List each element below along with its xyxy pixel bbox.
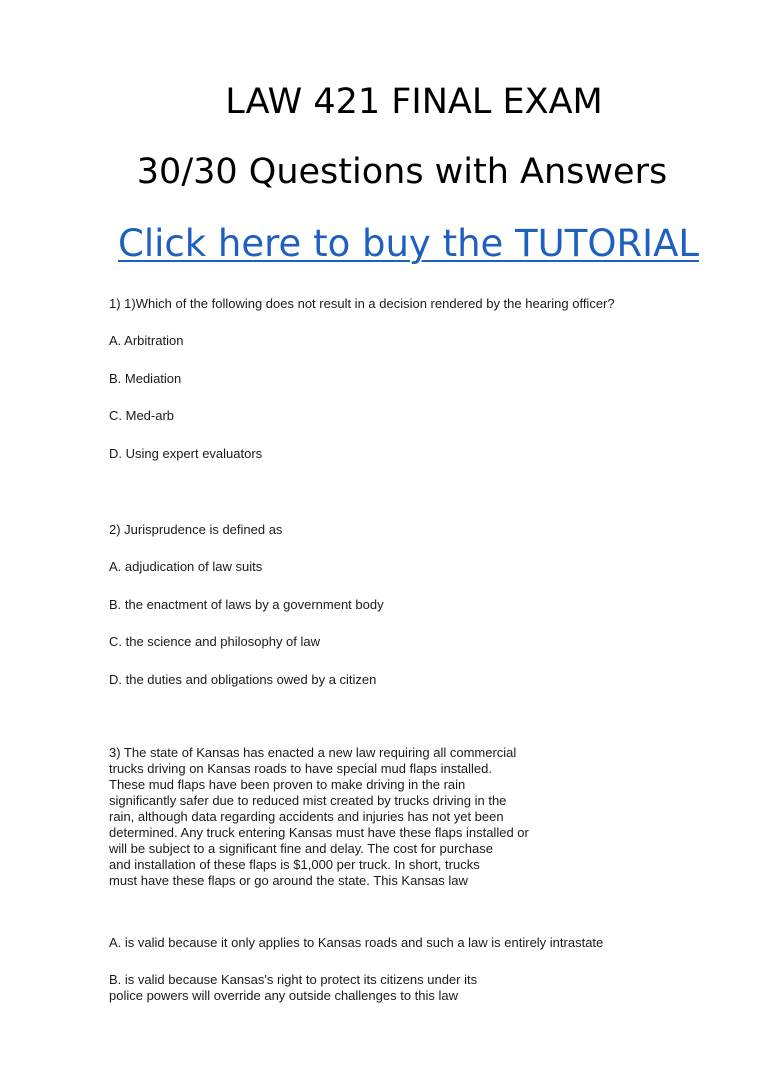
question-1-option-a: A. Arbitration — [109, 333, 184, 348]
question-1-option-b: B. Mediation — [109, 371, 182, 386]
question-3-line: trucks driving on Kansas roads to have special mud flaps installed. — [109, 761, 492, 776]
question-3-line: These mud flaps have been proven to make driving in the rain — [109, 777, 466, 792]
question-2-option-c: C. the science and philosophy of law — [109, 634, 321, 649]
question-3-option-a: A. is valid because it only applies to Kansas roads and such a law is entirely intrastate — [109, 935, 604, 950]
question-2-option-b: B. the enactment of laws by a government body — [109, 597, 384, 612]
question-3-line: rain, although data regarding accidents and injuries has not yet been — [109, 809, 504, 824]
question-3-line: and installation of these flaps is $1,000 per truck. In short, trucks — [109, 857, 480, 872]
question-3-line: 3) The state of Kansas has enacted a new law requiring all commercial — [109, 745, 517, 760]
question-1-option-d: D. Using expert evaluators — [109, 446, 263, 461]
question-1-option-c: C. Med-arb — [109, 408, 175, 423]
question-3-text — [109, 745, 529, 889]
question-3-line: determined. Any truck entering Kansas must have these flaps installed or — [109, 825, 529, 840]
question-3-option-b-line: police powers will override any outside challenges to this law — [109, 988, 459, 1003]
question-3-line: must have these flaps or go around the state. This Kansas law — [109, 873, 468, 888]
question-2-option-d: D. the duties and obligations owed by a citizen — [109, 672, 377, 687]
question-2-option-a: A. adjudication of law suits — [109, 559, 263, 574]
question-3-option-b — [109, 972, 477, 1004]
question-3-line: significantly safer due to reduced mist created by trucks driving in the — [109, 793, 507, 808]
question-2-text: 2) Jurisprudence is defined as — [109, 522, 283, 537]
question-1-text: 1) 1)Which of the following does not result in a decision rendered by the hearing officer? — [109, 296, 615, 311]
exam-subtitle: 30/30 Questions with Answers — [136, 152, 668, 192]
buy-tutorial-link[interactable]: Click here to buy the TUTORIAL — [118, 222, 699, 265]
question-3-option-b-line: B. is valid because Kansas's right to protect its citizens under its — [109, 972, 478, 987]
exam-title: LAW 421 FINAL EXAM — [225, 82, 603, 122]
question-3-line: will be subject to a significant fine and delay. The cost for purchase — [109, 841, 493, 856]
